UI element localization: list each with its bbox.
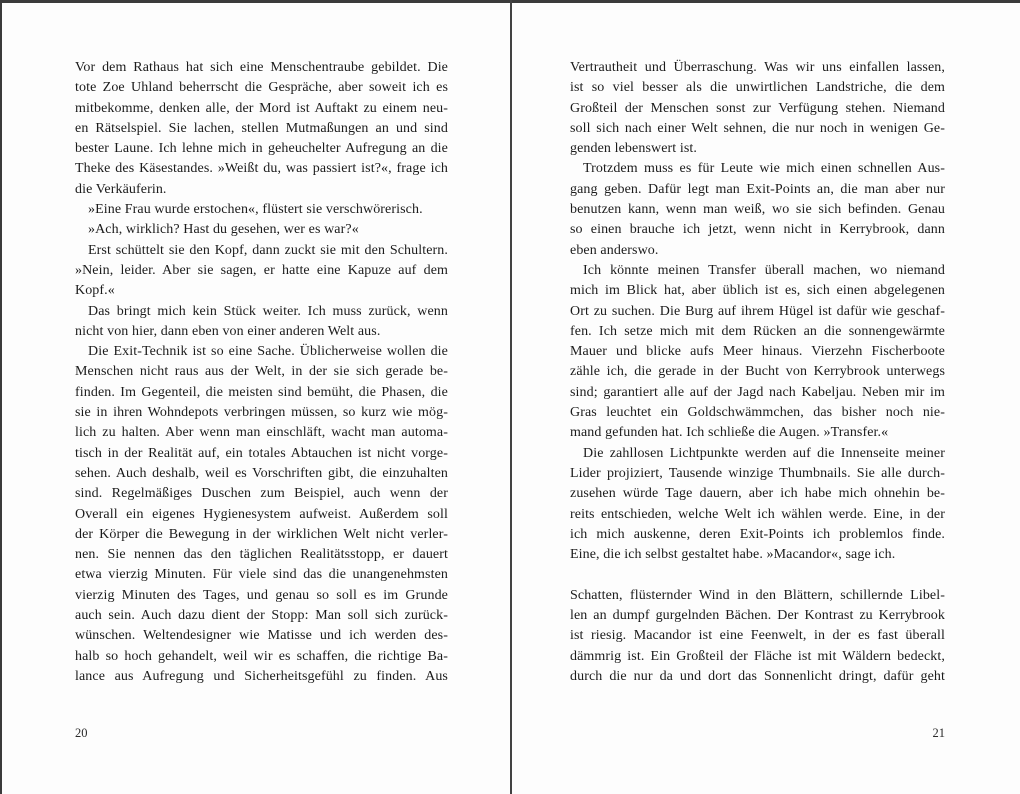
text-line: Kopf.« bbox=[75, 283, 115, 299]
paragraph bbox=[75, 241, 448, 302]
text-line: gang geben. Dafür legt man Exit-Points an, die man aber nur bbox=[570, 181, 945, 197]
text-line: en Rätselspiel. Sie lachen, stellen Mutmaßungen an und sind bbox=[75, 120, 448, 136]
text-line: mich im Blick hat, aber üblich ist es, sich einen abgelegenen bbox=[570, 283, 945, 299]
text-line: tisch in der Realität auf, ein totales Abtauchen ist nicht vorge- bbox=[75, 445, 448, 461]
text-line: zähle ich, die gerade in der Bucht von Kerrybrook unterwegs bbox=[570, 364, 945, 380]
paragraph bbox=[570, 444, 945, 566]
text-line: halb so hoch gehandelt, weil wir es schaffen, die richtige Ba- bbox=[75, 648, 448, 664]
text-line: auch sein. Auch dazu dient der Stopp: Man soll sich zurück- bbox=[75, 608, 448, 624]
text-line: fen. Ich setze mich mit dem Rücken an die sonnengewärmte bbox=[570, 323, 945, 339]
paragraph bbox=[75, 200, 448, 220]
text-line: zusehen würde Tage dauern, aber ich habe mich ohnehin be- bbox=[570, 486, 945, 502]
text-line: bester Laune. Ich lehne mich in geheuchelter Aufregung an die bbox=[75, 141, 448, 157]
paragraph bbox=[75, 302, 448, 343]
text-line: ich mich auskenne, deren Exit-Points ich problemlos finde. bbox=[570, 526, 945, 542]
text-line: mand gefunden hat. Ich schließe die Augen. »Transfer.« bbox=[570, 425, 889, 441]
paragraph bbox=[570, 159, 945, 260]
text-line: eben anderswo. bbox=[570, 242, 659, 258]
text-line: der Körper die Bewegung in der wirklichen Welt nicht verler- bbox=[75, 526, 448, 542]
text-line: etwa vierzig Minuten. Für viele sind das die unangenehmsten bbox=[75, 567, 448, 583]
text-line: Die Exit-Technik ist so eine Sache. Üblicherweise wollen die bbox=[88, 344, 448, 360]
text-line: Ort zu suchen. Die Burg auf ihrem Hügel ist dafür wie geschaf- bbox=[570, 303, 945, 319]
text-line: soll sich nach einer Welt sehnen, die nur noch in wenigen Ge- bbox=[570, 120, 945, 136]
text-line: ist riesig. Macandor ist eine Feenwelt, in der es fast überall bbox=[570, 628, 945, 644]
text-line: »Eine Frau wurde erstochen«, flüstert sie verschwörerisch. bbox=[88, 202, 423, 218]
text-line: benutzen kann, wenn man weiß, wo sie sich befinden. Genau bbox=[570, 202, 945, 218]
text-line: Eine, die ich selbst gestaltet habe. »Macandor«, sage ich. bbox=[570, 547, 896, 563]
text-line: die Verkäuferin. bbox=[75, 181, 167, 197]
text-line: wünschen. Weltendesigner wie Matisse und ich werden des- bbox=[75, 628, 448, 644]
text-line: reits entschieden, welche Welt ich wählen werde. Eine, in der bbox=[570, 506, 945, 522]
text-line: len an dumpf gurgelnden Bächen. Der Kontrast zu Kerrybrook bbox=[570, 608, 945, 624]
paragraph bbox=[570, 586, 945, 687]
text-line: genden lebenswert ist. bbox=[570, 141, 697, 157]
text-line: Das bringt mich kein Stück weiter. Ich muss zurück, wenn bbox=[88, 303, 448, 319]
book-page-left bbox=[2, 0, 510, 794]
text-line: sehen. Auch deshalb, weil es Vorschriften gibt, die einzuhalten bbox=[75, 465, 448, 481]
right-page-number: 21 bbox=[932, 726, 945, 740]
book-page-right bbox=[512, 0, 1020, 794]
text-line: tote Zoe Uhland beherrscht die Gespräche, aber soweit ich es bbox=[75, 80, 448, 96]
paragraph bbox=[75, 342, 448, 687]
text-line: Erst schüttelt sie den Kopf, dann zuckt sie mit den Schultern. bbox=[88, 242, 448, 258]
text-line: Die zahllosen Lichtpunkte werden auf die Innenseite meiner bbox=[583, 445, 945, 461]
paragraph bbox=[570, 261, 945, 444]
text-line: »Ach, wirklich? Hast du gesehen, wer es war?« bbox=[88, 222, 359, 238]
text-line: sind; garantiert alle auf der Jagd nach Kabeljau. Neben mir im bbox=[570, 384, 945, 400]
text-line: Mauer und blicke aufs Meer hinaus. Vierzehn Fischerboote bbox=[570, 344, 945, 360]
text-line: durch die nur da und dort das Sonnenlicht dringt, dafür geht bbox=[570, 668, 945, 684]
text-line: Großteil der Menschen sonst zur Verfügung stehen. Niemand bbox=[570, 100, 945, 116]
text-line: vierzig Minuten des Tages, und genau so soll es im Grunde bbox=[75, 587, 448, 603]
text-line: Menschen nicht raus aus der Welt, in der sie sich gerade be- bbox=[75, 364, 448, 380]
text-line: Overall ein eigenes Hygienesystem aufweist. Außerdem soll bbox=[75, 506, 448, 522]
paragraph bbox=[75, 220, 448, 240]
text-line: sie in ihren Wohndepots verbringen müssen, so kurz wie mög- bbox=[75, 405, 448, 421]
text-line: nen. Sie nennen das den täglichen Realitätsstopp, er dauert bbox=[75, 547, 448, 563]
text-line: Theke des Käsestandes. »Weißt du, was passiert ist?«, frage ich bbox=[75, 161, 448, 177]
right-page-text-block bbox=[570, 58, 945, 687]
text-line: Schatten, flüsternder Wind in den Blättern, schillernde Libel- bbox=[570, 587, 945, 603]
left-page-number: 20 bbox=[75, 726, 88, 740]
text-line: nicht von hier, dann eben von einer anderen Welt aus. bbox=[75, 323, 381, 339]
text-line: mitbekomme, denken alle, der Mord ist Auftakt zu einem neu- bbox=[75, 100, 448, 116]
text-line: ist so viel besser als die unwirtlichen Landstriche, die dem bbox=[570, 80, 945, 96]
text-line: lance aus Aufregung und Sicherheitsgefühl zu finden. Aus bbox=[75, 668, 448, 684]
text-line: dämmrig ist. Ein Großteil der Fläche ist mit Wäldern bedeckt, bbox=[570, 648, 945, 664]
text-line: »Nein, leider. Aber sie sagen, er hatte eine Kapuze auf dem bbox=[75, 262, 448, 278]
text-line: so einen brauche ich jetzt, wenn nicht in Kerrybrook, dann bbox=[570, 222, 945, 238]
paragraph bbox=[75, 58, 448, 200]
text-line: sind. Regelmäßiges Duschen zum Beispiel, auch wenn der bbox=[75, 486, 448, 502]
text-line: Gras leuchtet ein Goldschwämmchen, das bisher noch nie- bbox=[570, 405, 945, 421]
text-line: Lider projiziert, Tausende winzige Thumbnails. Sie alle durch- bbox=[570, 465, 945, 481]
text-line: Vor dem Rathaus hat sich eine Menschentraube gebildet. Die bbox=[75, 60, 448, 75]
left-page-text-block bbox=[75, 58, 448, 687]
text-line: finden. Im Gegenteil, die meisten sind bemüht, die Phasen, die bbox=[75, 384, 448, 400]
text-line: Vertrautheit und Überraschung. Was wir uns einfallen lassen, bbox=[570, 60, 945, 75]
text-line: lich zu halten. Aber wenn man einschläft, wacht man automa- bbox=[75, 425, 448, 441]
paragraph bbox=[570, 58, 945, 159]
text-line: Trotzdem muss es für Leute wie mich einen schnellen Aus- bbox=[583, 161, 945, 177]
text-line: Ich könnte meinen Transfer überall machen, wo niemand bbox=[583, 262, 945, 278]
